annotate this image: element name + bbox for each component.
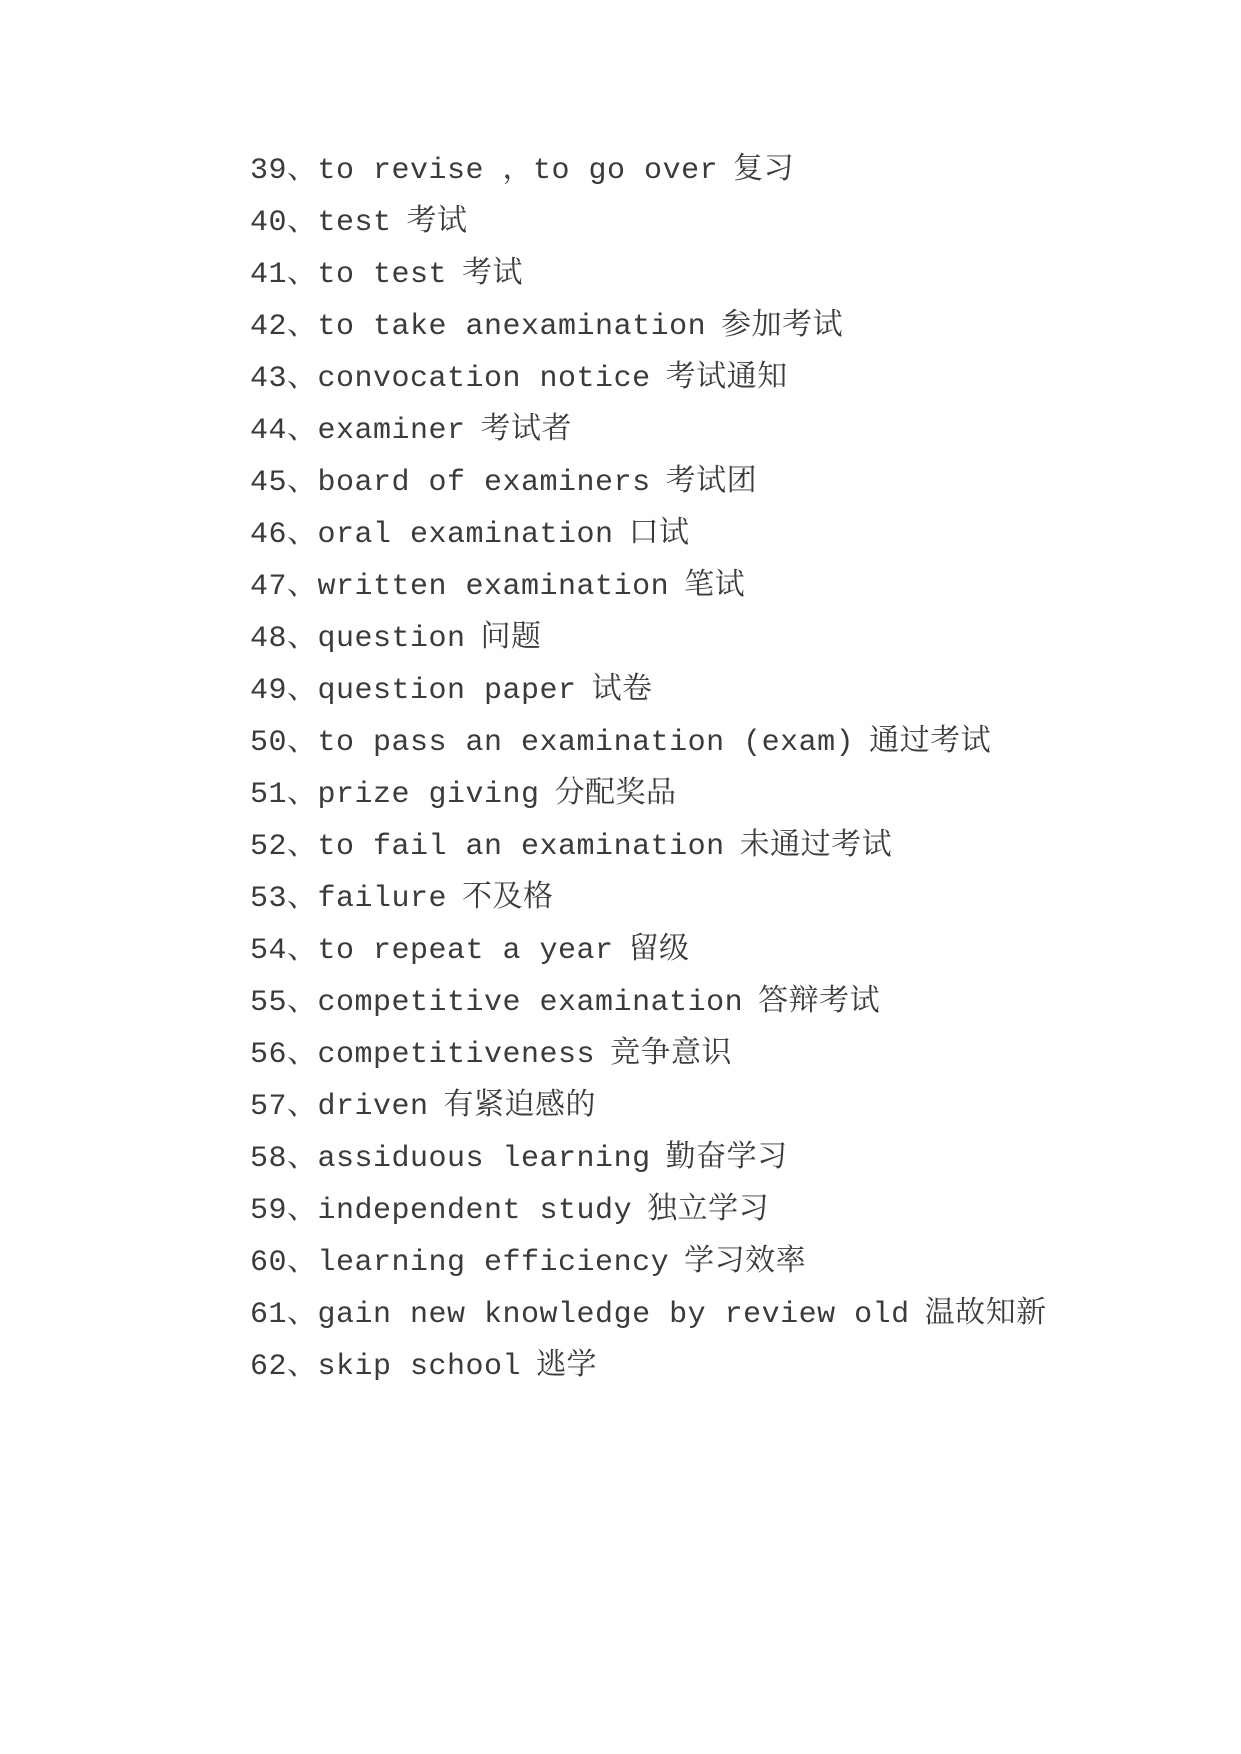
item-english-term: written examination [317,570,670,604]
item-chinese-translation: 考试通知 [665,362,788,396]
item-chinese-translation: 考试 [406,206,468,240]
list-item [250,925,1201,977]
item-separator: 、 [287,1090,318,1124]
item-english-term: assiduous learning [317,1142,651,1176]
item-number: 53 [250,882,288,916]
item-separator: 、 [287,778,318,812]
list-item [250,457,1201,509]
item-number: 60 [250,1246,288,1280]
item-number: 61 [250,1298,288,1332]
list-item [250,769,1201,821]
item-chinese-translation: 参加考试 [721,310,844,344]
item-separator: 、 [287,1298,318,1332]
item-chinese-translation: 独立学习 [647,1194,770,1228]
item-english-term: to take anexamination [317,310,707,344]
item-chinese-translation: 复习 [733,154,795,188]
item-separator: 、 [287,518,318,552]
list-item [250,145,1201,197]
list-item [250,1029,1201,1081]
item-number: 46 [250,518,288,552]
item-number: 45 [250,466,288,500]
item-chinese-translation: 竞争意识 [610,1038,733,1072]
item-chinese-translation: 问题 [480,622,542,656]
item-number: 56 [250,1038,288,1072]
item-separator: 、 [287,1350,318,1384]
item-chinese-translation: 通过考试 [869,726,992,760]
item-english-term: oral examination [317,518,614,552]
item-chinese-translation: 答辩考试 [758,986,881,1020]
list-item [250,665,1201,717]
list-item [250,821,1201,873]
item-separator: 、 [287,830,318,864]
item-english-term: to test [317,258,448,292]
item-number: 55 [250,986,288,1020]
item-chinese-translation: 逃学 [536,1350,598,1384]
item-english-term: competitive examination [317,986,744,1020]
item-english-term: gain new knowledge by review old [317,1298,910,1332]
item-separator: 、 [287,414,318,448]
list-item [250,1341,1201,1393]
item-number: 39 [250,154,288,188]
item-number: 40 [250,206,288,240]
item-english-term: to revise ，to go over [317,154,719,188]
item-number: 41 [250,258,288,292]
item-number: 48 [250,622,288,656]
item-chinese-translation: 口试 [628,518,690,552]
list-item [250,353,1201,405]
item-chinese-translation: 不及格 [462,882,554,916]
item-separator: 、 [287,258,318,292]
item-separator: 、 [287,986,318,1020]
item-number: 51 [250,778,288,812]
item-separator: 、 [287,1142,318,1176]
item-separator: 、 [287,1246,318,1280]
item-number: 59 [250,1194,288,1228]
vocab-list [250,145,1201,1393]
list-item [250,509,1201,561]
item-chinese-translation: 分配奖品 [554,778,677,812]
item-english-term: test [317,206,392,240]
item-number: 49 [250,674,288,708]
item-english-term: examiner [317,414,466,448]
item-english-term: board of examiners [317,466,651,500]
item-english-term: question paper [317,674,577,708]
item-english-term: driven [317,1090,429,1124]
list-item [250,1289,1201,1341]
item-chinese-translation: 有紧迫感的 [443,1090,597,1124]
list-item [250,249,1201,301]
item-english-term: learning efficiency [317,1246,670,1280]
item-separator: 、 [287,1038,318,1072]
item-english-term: to fail an examination [317,830,725,864]
list-item [250,405,1201,457]
list-item [250,1133,1201,1185]
list-item [250,977,1201,1029]
item-english-term: failure [317,882,448,916]
item-number: 50 [250,726,288,760]
item-number: 62 [250,1350,288,1384]
item-separator: 、 [287,1194,318,1228]
item-separator: 、 [287,882,318,916]
list-item [250,1185,1201,1237]
item-chinese-translation: 考试 [462,258,524,292]
item-number: 42 [250,310,288,344]
item-separator: 、 [287,206,318,240]
list-item [250,613,1201,665]
item-number: 57 [250,1090,288,1124]
item-number: 54 [250,934,288,968]
item-separator: 、 [287,310,318,344]
item-chinese-translation: 学习效率 [684,1246,807,1280]
item-separator: 、 [287,726,318,760]
item-english-term: to repeat a year [317,934,614,968]
item-separator: 、 [287,674,318,708]
list-item [250,717,1201,769]
list-item [250,561,1201,613]
list-item [250,1237,1201,1289]
item-number: 58 [250,1142,288,1176]
item-separator: 、 [287,622,318,656]
item-english-term: competitiveness [317,1038,596,1072]
item-chinese-translation: 未通过考试 [739,830,893,864]
item-separator: 、 [287,362,318,396]
item-number: 43 [250,362,288,396]
list-item [250,301,1201,353]
item-number: 52 [250,830,288,864]
item-chinese-translation: 温故知新 [924,1298,1047,1332]
item-separator: 、 [287,570,318,604]
item-chinese-translation: 留级 [628,934,690,968]
item-english-term: independent study [317,1194,633,1228]
item-english-term: prize giving [317,778,540,812]
item-chinese-translation: 考试者 [480,414,573,448]
item-separator: 、 [287,466,318,500]
item-separator: 、 [287,934,318,968]
item-chinese-translation: 笔试 [684,570,746,604]
item-english-term: question [317,622,466,656]
item-number: 44 [250,414,288,448]
list-item [250,197,1201,249]
list-item [250,873,1201,925]
item-english-term: skip school [317,1350,522,1384]
item-separator: 、 [287,154,318,188]
item-chinese-translation: 考试团 [665,466,758,500]
item-chinese-translation: 勤奋学习 [665,1142,788,1176]
list-item [250,1081,1201,1133]
item-english-term: convocation notice [317,362,651,396]
item-chinese-translation: 试卷 [591,674,653,708]
item-number: 47 [250,570,288,604]
item-english-term: to pass an examination (exam) [317,726,855,760]
